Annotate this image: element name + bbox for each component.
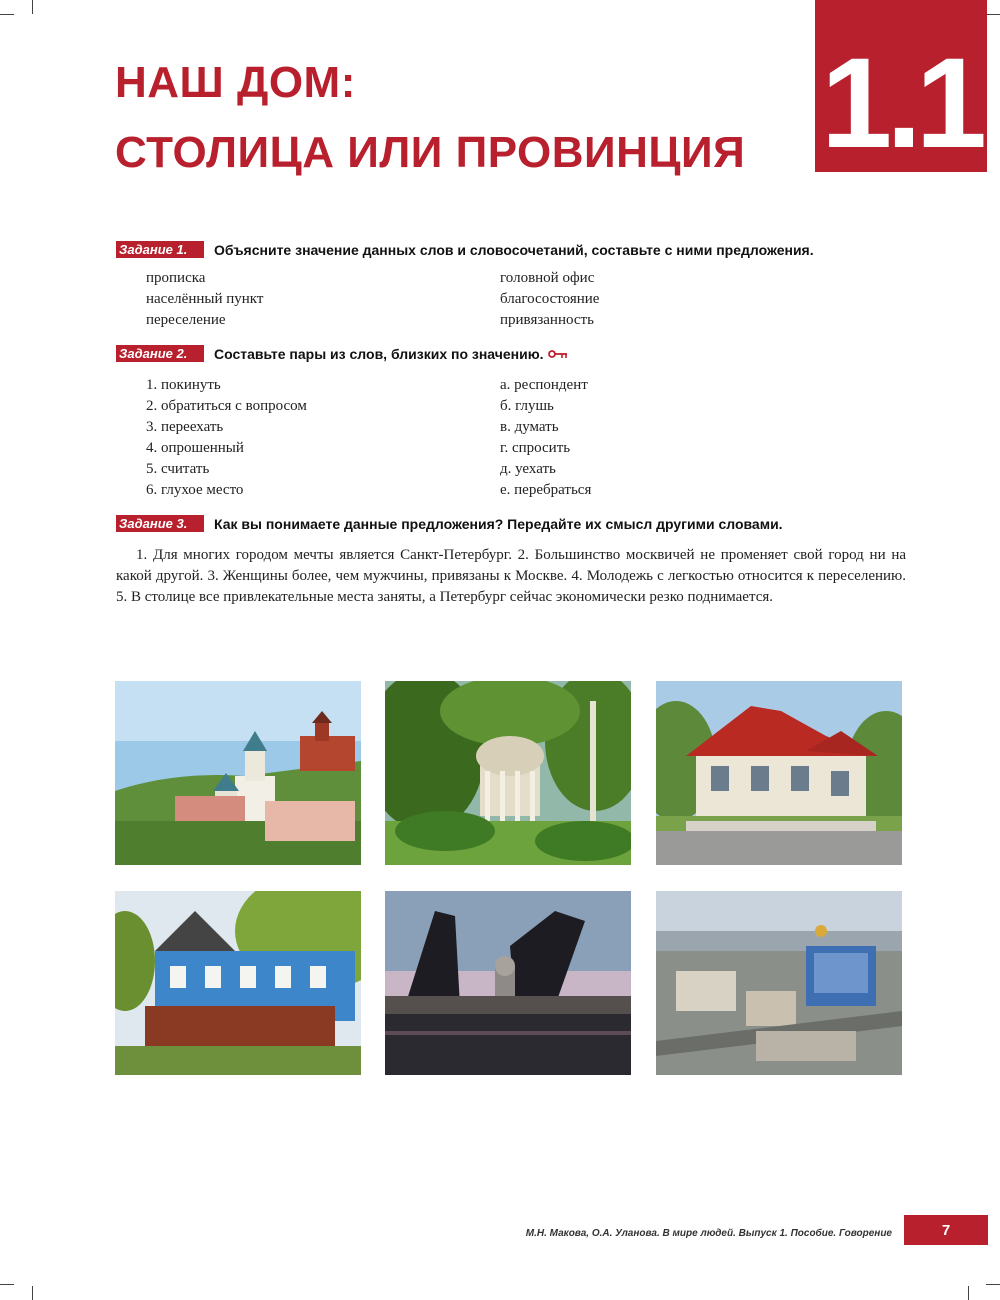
key-icon	[548, 346, 568, 362]
task-1-heading	[116, 241, 814, 258]
pair-word: д. уехать	[500, 461, 556, 477]
pair-word: 1. покинуть	[146, 377, 221, 393]
photo-park-rotunda	[385, 681, 631, 865]
pair-word: в. думать	[500, 419, 559, 435]
photo-red-roof-house	[656, 681, 902, 865]
chapter-number: 1.1	[815, 0, 987, 172]
pair-word: 2. обратиться с вопросом	[146, 398, 307, 414]
page-title-line2: СТОЛИЦА ИЛИ ПРОВИНЦИЯ	[115, 128, 746, 177]
task-instruction: Как вы понимаете данные предложения? Передайте их смысл другими словами.	[214, 515, 783, 532]
pair-word: 5. считать	[146, 461, 210, 477]
crop-mark	[32, 0, 33, 14]
pair-word: б. глушь	[500, 398, 554, 414]
crop-mark	[0, 1284, 14, 1285]
pair-word: е. перебраться	[500, 482, 592, 498]
vocab-word: переселение	[146, 312, 226, 328]
crop-mark	[986, 14, 1000, 15]
pair-word: 4. опрошенный	[146, 440, 244, 456]
vocab-word: головной офис	[500, 270, 595, 286]
vocab-word: прописка	[146, 270, 206, 286]
task-instruction: Объясните значение данных слов и словосочетаний, составьте с ними предложения.	[214, 241, 814, 258]
vocab-word: благосостояние	[500, 291, 600, 307]
pair-word: 6. глухое место	[146, 482, 244, 498]
task-badge: Задание 2.	[116, 345, 204, 362]
vocab-word: привязанность	[500, 312, 594, 328]
task-3-heading	[116, 515, 783, 532]
page-title-line1: НАШ ДОМ:	[115, 58, 356, 107]
pair-word: г. спросить	[500, 440, 571, 456]
photo-drawbridge	[385, 891, 631, 1075]
page-number: 7	[904, 1215, 988, 1245]
photo-city-panorama	[656, 891, 902, 1075]
crop-mark	[32, 1286, 33, 1300]
pair-word: а. респондент	[500, 377, 588, 393]
task-badge: Задание 3.	[116, 515, 204, 532]
footer-reference: М.Н. Макова, О.А. Уланова. В мире людей. Выпуск 1. Пособие. Говорение	[525, 1228, 892, 1239]
pair-word: 3. переехать	[146, 419, 224, 435]
vocab-word: населённый пункт	[146, 291, 264, 307]
crop-mark	[986, 1284, 1000, 1285]
crop-mark	[968, 1286, 969, 1300]
photo-kremlin-church	[115, 681, 361, 865]
task-3-sentences: 1. Для многих городом мечты является Санкт-Петербург. 2. Большинство москвичей не променяет свой город ни на какой другой. 3. Женщины более, чем мужчины, привязаны к Москве. 4. Молодежь с легкостью относится к переселению. 5. В столице все привлекательные места заняты, а Петербург сейчас экономически резко поднимается.	[116, 547, 906, 605]
task-badge: Задание 1.	[116, 241, 204, 258]
task-instruction: Составьте пары из слов, близких по значению.	[214, 345, 544, 362]
photo-blue-wooden-house	[115, 891, 361, 1075]
crop-mark	[0, 14, 14, 15]
task-2-heading	[116, 345, 568, 362]
